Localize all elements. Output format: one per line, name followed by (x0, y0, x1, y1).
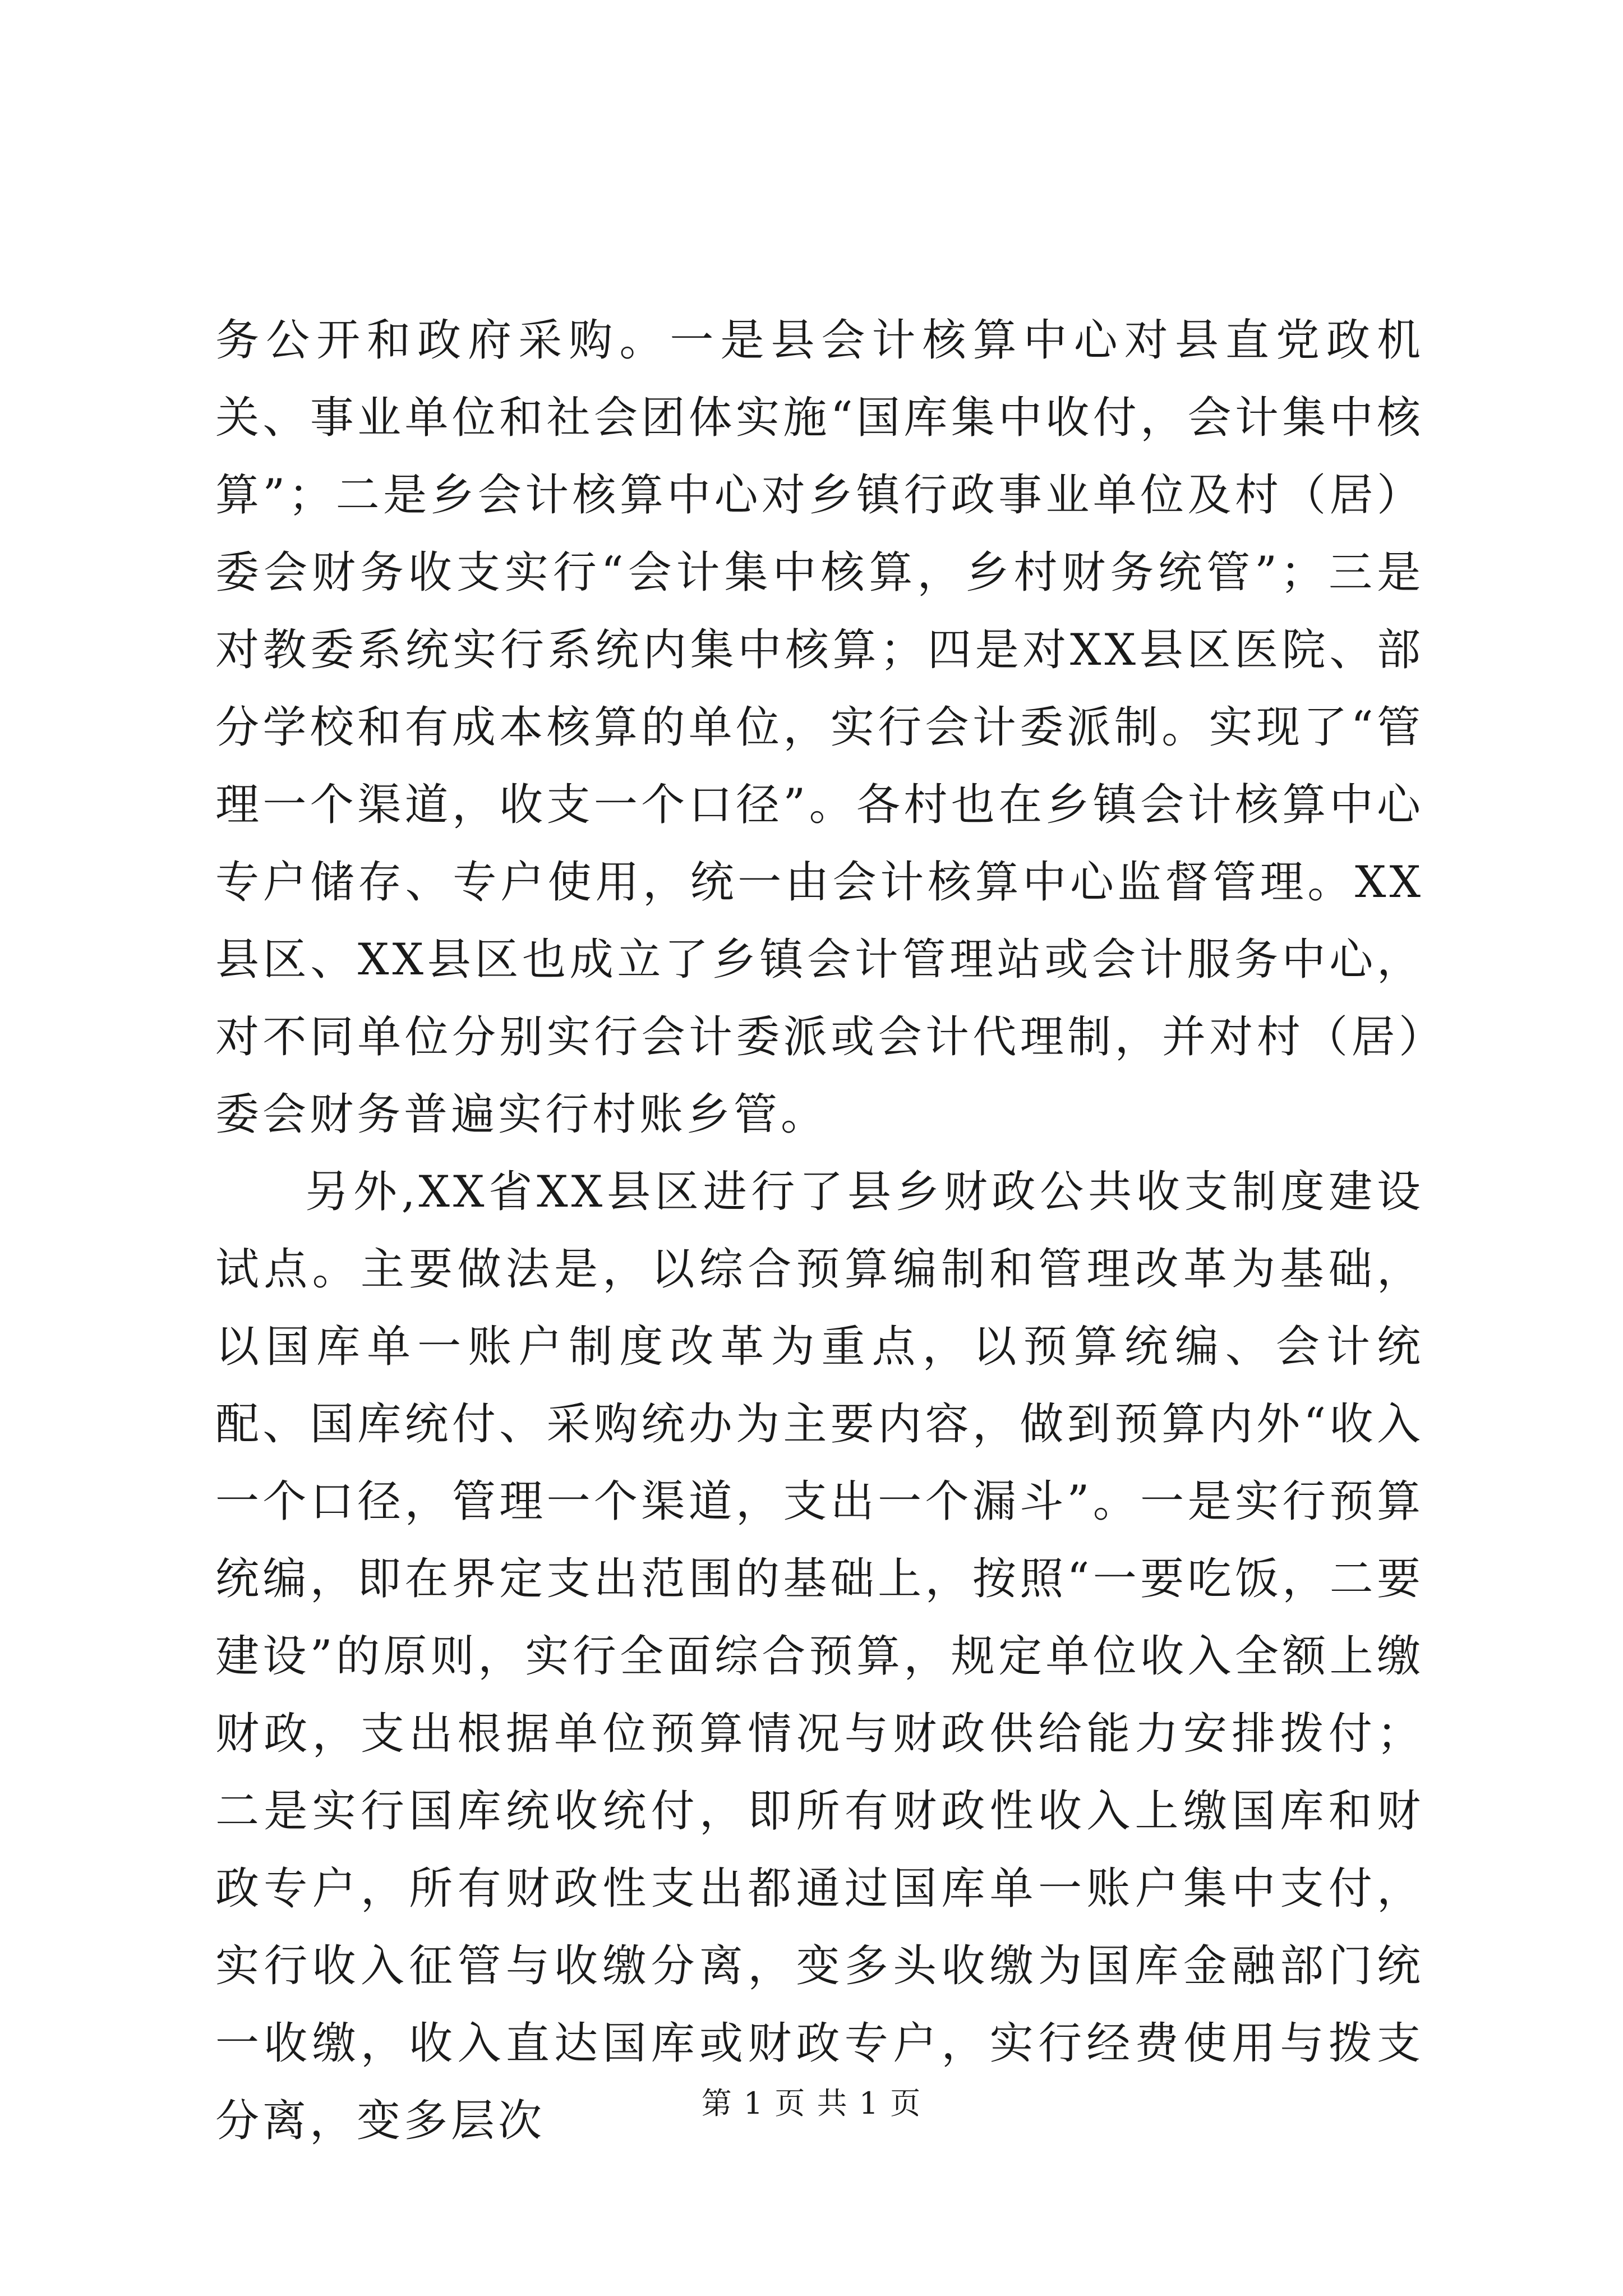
page-footer: 第 1 页 共 1 页 (701, 2086, 922, 2121)
document-body (215, 302, 1424, 2160)
paragraph-1: 务公开和政府采购。一是县会计核算中心对县直党政机关、事业单位和社会团体实施“国库集中收付，会计集中核算”；二是乡会计核算中心对乡镇行政事业单位及村（居）委会财务收支实行“会计集中核算，乡村财务统管”；三是对教委系统实行系统内集中核算；四是对XX县区医院、部分学校和有成本核算的单位，实行会计委派制。实现了“管理一个渠道，收支一个口径”。各村也在乡镇会计核算中心专户储存、专户使用，统一由会计核算中心监督管理。XX县区、XX县区也成立了乡镇会计管理站或会计服务中心，对不同单位分别实行会计委派或会计代理制，并对村（居）委会财务普遍实行村账乡管。 (215, 315, 1424, 1140)
paragraph-2: 另外,XX省XX县区进行了县乡财政公共收支制度建设试点。主要做法是，以综合预算编制和管理改革为基础，以国库单一账户制度改革为重点，以预算统编、会计统配、国库统付、采购统办为主要内容，做到预算内外“收入一个口径，管理一个渠道，支出一个漏斗”。一是实行预算统编，即在界定支出范围的基础上，按照“一要吃饭，二要建设”的原则，实行全面综合预算，规定单位收入全额上缴财政，支出根据单位预算情况与财政供给能力安排拨付；二是实行国库统收统付，即所有财政性收入上缴国库和财政专户，所有财政性支出都通过国库单一账户集中支付，实行收入征管与收缴分离，变多头收缴为国库金融部门统一收缴，收入直达国库或财政专户，实行经费使用与拨支分离，变多层次 (215, 1167, 1424, 2146)
